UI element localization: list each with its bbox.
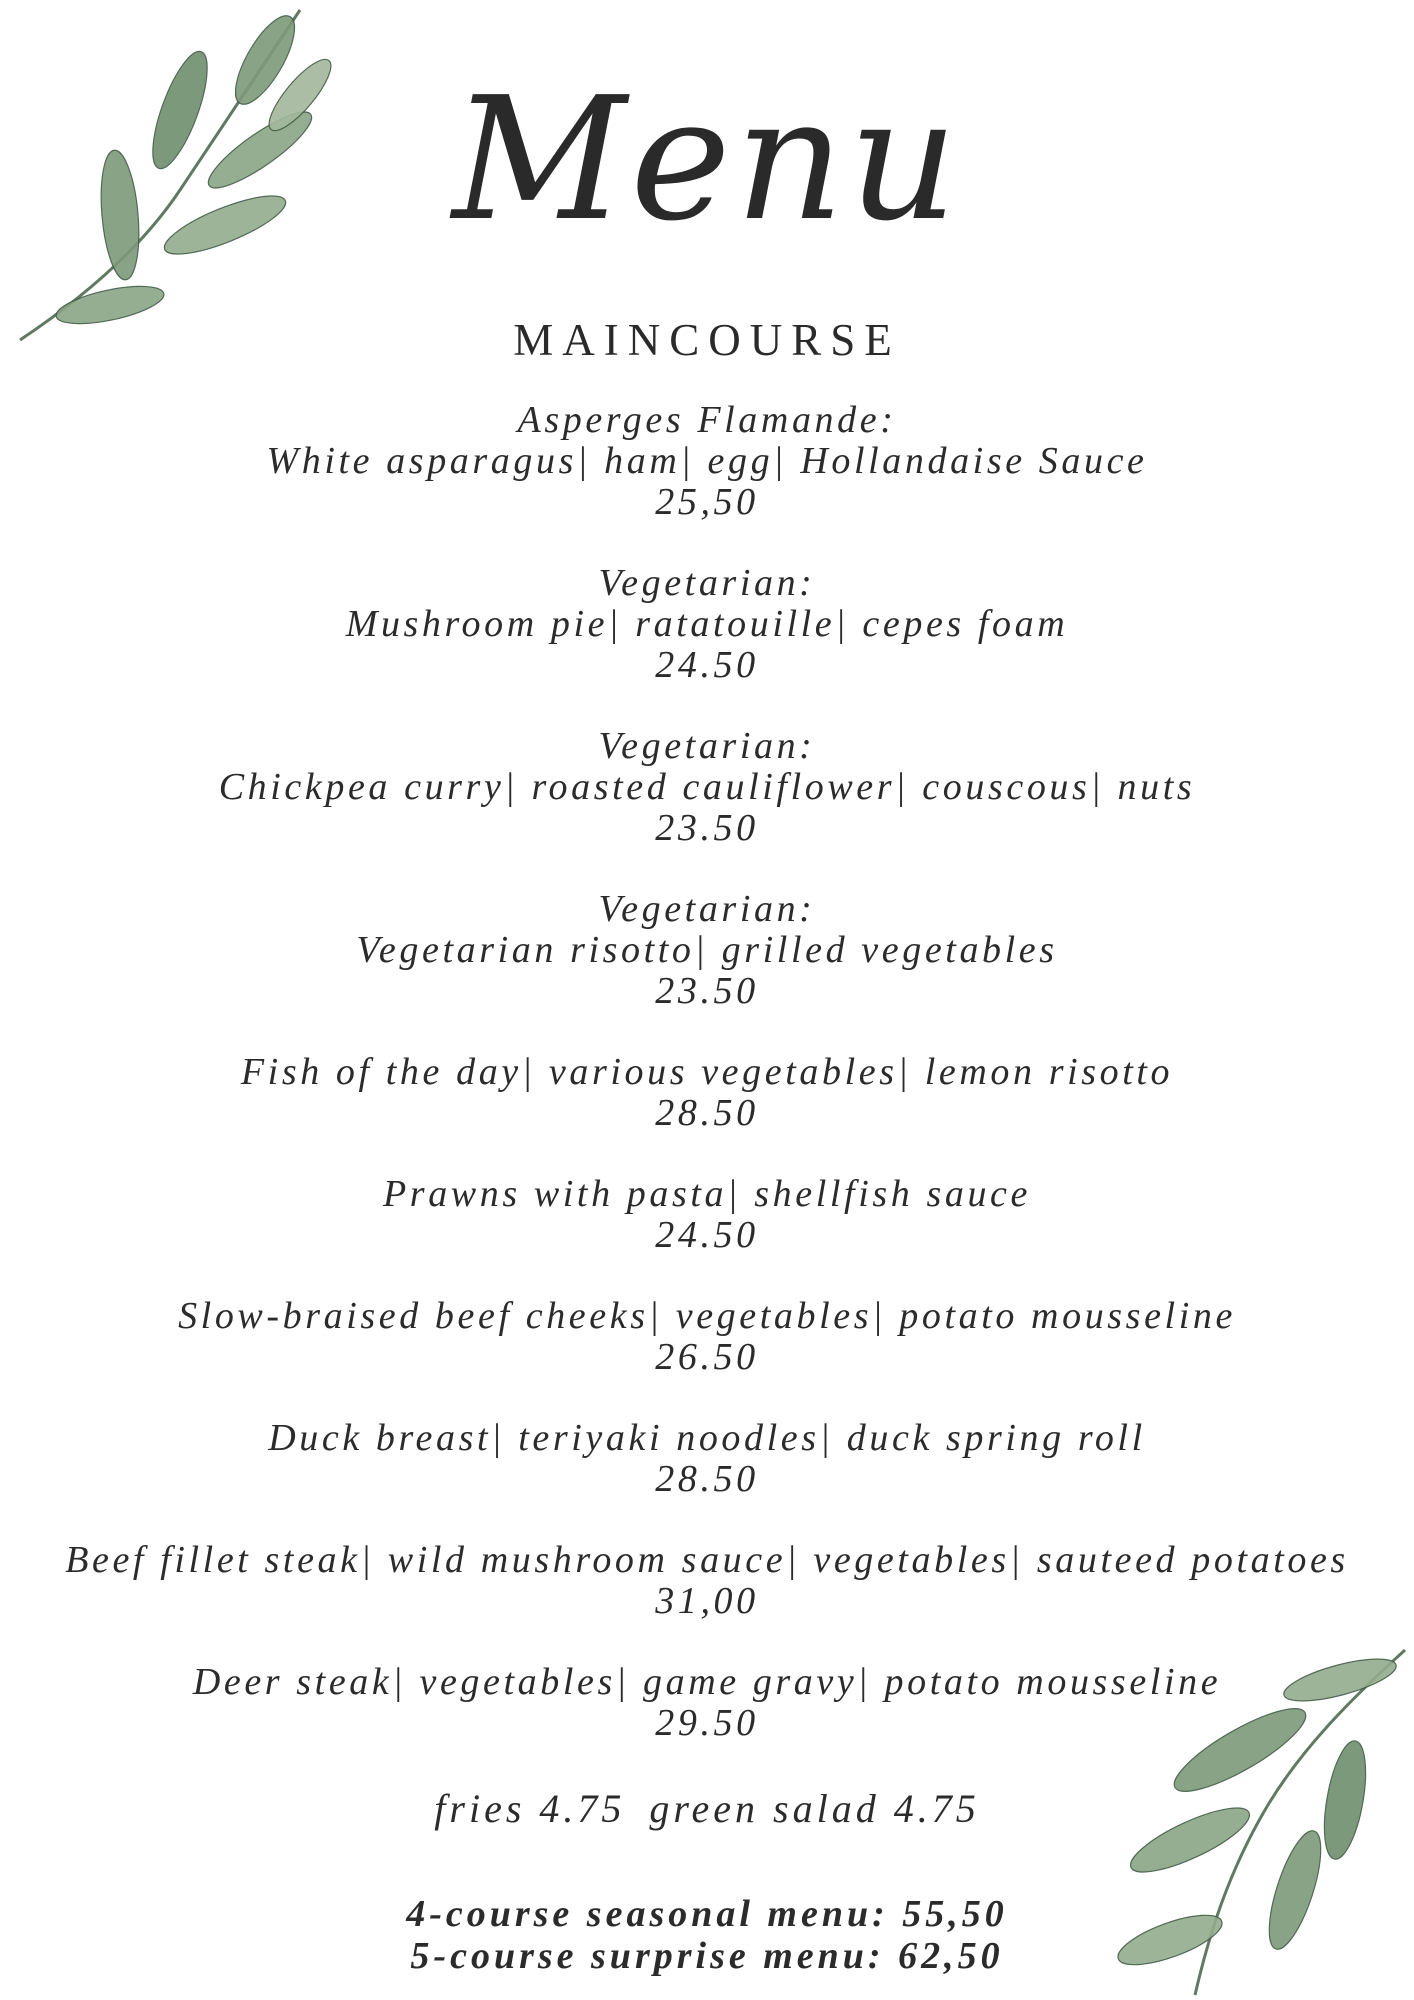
menu-item-price: 28.50 [655, 1092, 759, 1134]
menu-item [40, 400, 1374, 523]
side-fries: fries 4.75 [434, 1786, 626, 1831]
menu-item-label: Vegetarian: [598, 562, 816, 604]
set-menus [0, 1893, 1414, 1977]
menu-item-price: 23.50 [655, 970, 759, 1012]
menu-item-price: 29.50 [655, 1702, 759, 1744]
menu-item-price: 31,00 [655, 1580, 759, 1622]
menu-item-description: Prawns with pasta| shellfish sauce [383, 1173, 1031, 1215]
menu-item-label: Asperges Flamande: [517, 399, 897, 441]
side-green-salad: green salad 4.75 [649, 1786, 980, 1831]
five-course-menu: 5-course surprise menu: 62,50 [410, 1935, 1004, 1977]
menu-item-price: 24.50 [655, 1214, 759, 1256]
menu-item [40, 563, 1374, 686]
section-heading: MAINCOURSE [513, 315, 901, 365]
menu-item-price: 23.50 [655, 807, 759, 849]
four-course-menu: 4-course seasonal menu: 55,50 [406, 1893, 1008, 1935]
menu-item [40, 1540, 1374, 1622]
menu-item [40, 1418, 1374, 1500]
menu-item-description: Vegetarian risotto| grilled vegetables [356, 929, 1058, 971]
menu-item-label: Vegetarian: [598, 888, 816, 930]
menu-item-price: 24.50 [655, 644, 759, 686]
menu-item-description: Duck breast| teriyaki noodles| duck spring roll [268, 1417, 1146, 1459]
menu-item [40, 889, 1374, 1012]
menu-item-description: Beef fillet steak| wild mushroom sauce| vegetables| sauteed potatoes [65, 1539, 1349, 1581]
menu-item [40, 1174, 1374, 1256]
menu-title: Menu [452, 61, 962, 259]
menu-item [40, 726, 1374, 849]
side-dishes [0, 1785, 1414, 1832]
menu-item [40, 1052, 1374, 1134]
menu-items [40, 400, 1374, 1744]
menu-item-description: Fish of the day| various vegetables| lemon risotto [240, 1051, 1174, 1093]
menu-item-price: 26.50 [655, 1336, 759, 1378]
menu-item-description: Mushroom pie| ratatouille| cepes foam [345, 603, 1069, 645]
menu-item-description: White asparagus| ham| egg| Hollandaise Sauce [266, 440, 1148, 482]
menu-item-description: Slow-braised beef cheeks| vegetables| potato mousseline [178, 1295, 1236, 1337]
menu-item-description: Deer steak| vegetables| game gravy| potato mousseline [192, 1661, 1222, 1703]
menu-item-label: Vegetarian: [598, 725, 816, 767]
menu-item [40, 1662, 1374, 1744]
menu-item-description: Chickpea curry| roasted cauliflower| couscous| nuts [218, 766, 1196, 808]
menu-item-price: 25,50 [655, 481, 759, 523]
menu-item [40, 1296, 1374, 1378]
menu-item-price: 28.50 [655, 1458, 759, 1500]
